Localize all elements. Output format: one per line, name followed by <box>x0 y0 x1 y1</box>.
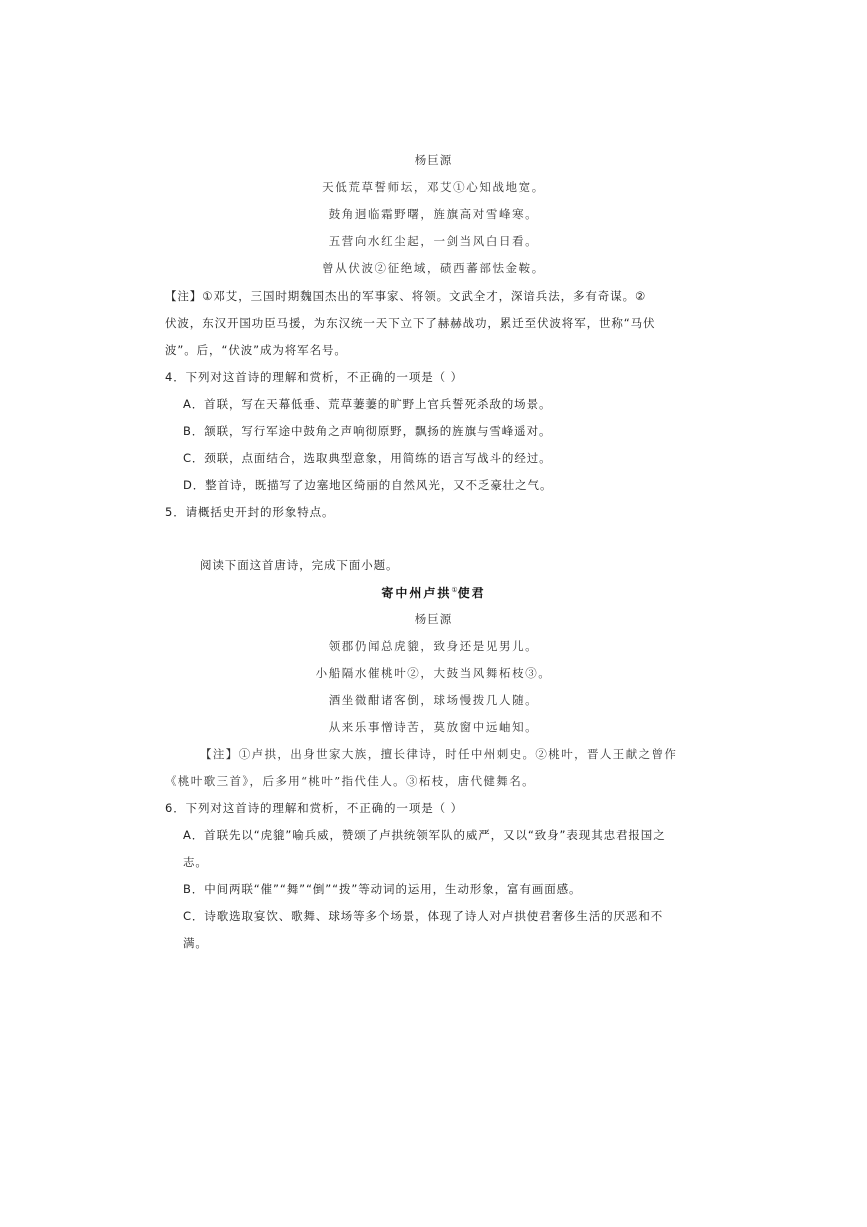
poem2-note-line-1: 【注】①卢拱，出身世家大族，擅长律诗，时任中州刺史。②桃叶，晋人王献之曾作 <box>200 747 678 761</box>
poem2-title-note-marker: ① <box>451 586 458 594</box>
poem1-line-1: 天低荒草誓师坛，邓艾①心知战地宽。 <box>322 180 545 194</box>
poem2-line-3: 酒坐微酣诸客倒，球场慢拨几人随。 <box>328 693 539 707</box>
poem1-author: 杨巨源 <box>414 153 453 167</box>
poem2-line-4: 从来乐事憎诗苦，莫放窗中远岫知。 <box>328 720 539 734</box>
poem2-title: 寄中州卢拱①使君 <box>381 586 486 600</box>
q4-option-d: D．整首诗，既描写了边塞地区绮丽的自然风光，又不乏豪壮之气。 <box>183 478 553 492</box>
poem1-note-line-3: 波”。后，“伏波”成为将军名号。 <box>165 343 347 357</box>
poem1-line-4: 曾从伏波②征绝域，碛西蕃部怯金鞍。 <box>322 261 545 275</box>
q6-option-b: B．中间两联“催”“舞”“倒”“拨”等动词的运用，生动形象，富有画面感。 <box>183 882 582 896</box>
poem1-note-line-1: 【注】①邓艾，三国时期魏国杰出的军事家、将领。文武全才，深谙兵法，多有奇谋。② <box>165 289 647 303</box>
poem1-line-3: 五营向水红尘起，一剑当风白日看。 <box>328 234 539 248</box>
q6-stem: 6．下列对这首诗的理解和赏析，不正确的一项是（ ） <box>165 801 463 815</box>
q5-stem: 5．请概括史开封的形象特点。 <box>165 505 335 519</box>
q4-option-a: A．首联，写在天幕低垂、荒草萋萋的旷野上官兵誓死杀敌的场景。 <box>183 397 552 411</box>
q6-option-a-cont: 志。 <box>183 855 208 869</box>
poem2-line-2: 小船隔水催桃叶②，大鼓当风舞柘枝③。 <box>315 666 552 680</box>
poem2-note-line-2: 《桃叶歌三首》，后多用“桃叶”指代佳人。③柘枝，唐代健舞名。 <box>165 774 536 788</box>
section2-instruction: 阅读下面这首唐诗，完成下面小题。 <box>200 558 399 572</box>
q4-option-b: B．颔联，写行军途中鼓角之声响彻原野，飘扬的旌旗与雪峰遥对。 <box>183 424 552 438</box>
poem2-line-1: 领郡仍闻总虎貔，致身还是见男儿。 <box>328 639 539 653</box>
poem1-note-line-2: 伏波，东汉开国功臣马援，为东汉统一天下立下了赫赫战功，累迁至伏波将军，世称“马伏 <box>165 316 656 330</box>
q6-option-c-cont: 满。 <box>183 936 208 950</box>
poem1-line-2: 鼓角迥临霜野曙，旌旗高对雪峰寒。 <box>328 207 539 221</box>
q6-option-a: A．首联先以“虎貔”喻兵威，赞颂了卢拱统领军队的威严，又以“致身”表现其忠君报国之 <box>183 828 666 842</box>
poem2-author: 杨巨源 <box>414 612 453 626</box>
q4-option-c: C．颈联，点面结合，选取典型意象，用简练的语言写战斗的经过。 <box>183 451 552 465</box>
q4-stem: 4．下列对这首诗的理解和赏析，不正确的一项是（ ） <box>165 370 463 384</box>
q6-option-c: C．诗歌选取宴饮、歌舞、球场等多个场景，体现了诗人对卢拱使君奢侈生活的厌恶和不 <box>183 909 664 923</box>
